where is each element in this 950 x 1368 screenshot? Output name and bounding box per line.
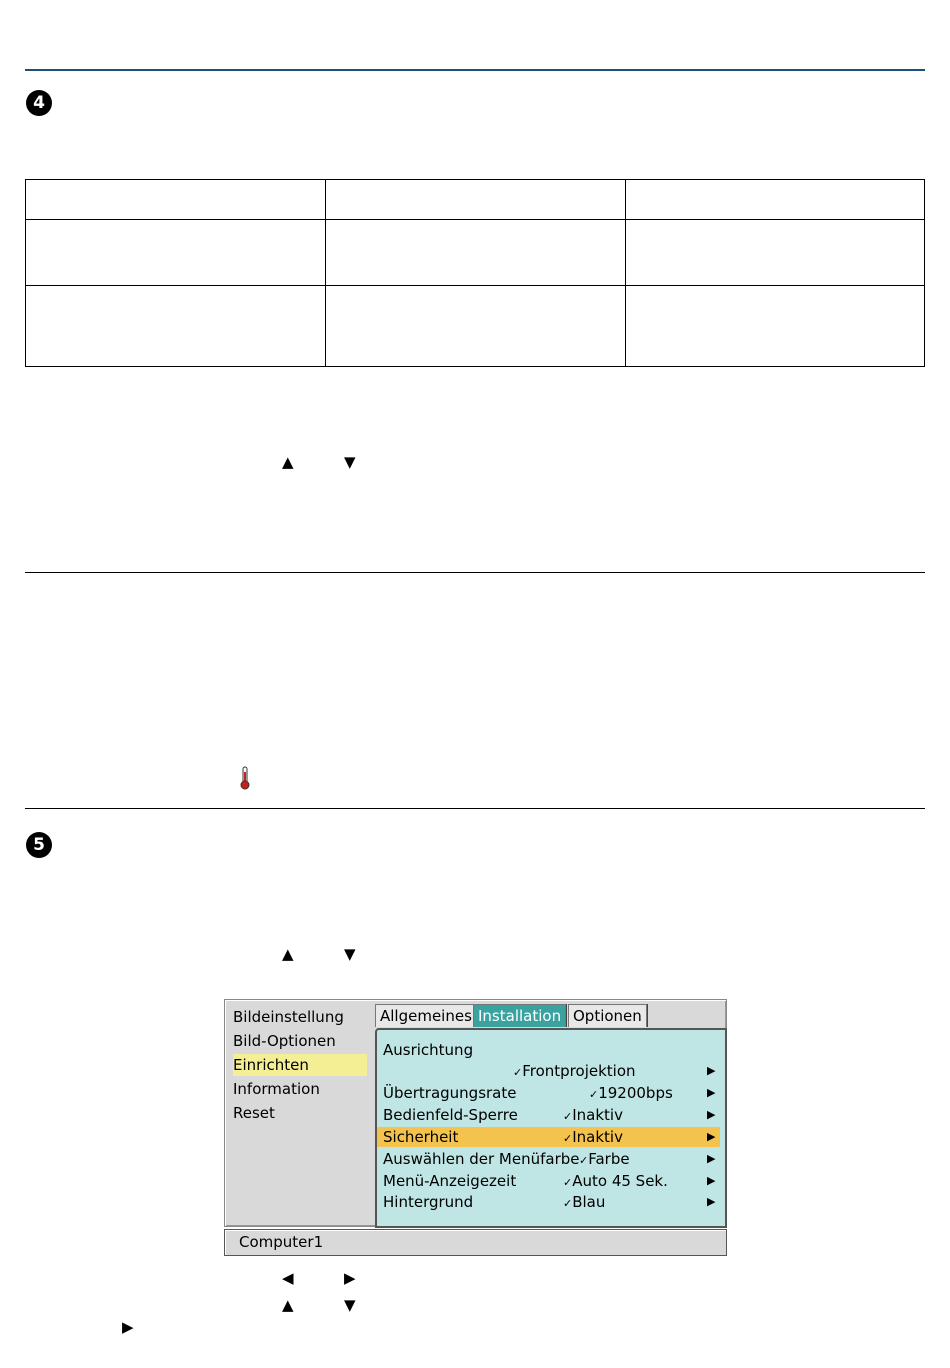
setting-label: Bedienfeld-Sperre (383, 1106, 518, 1124)
submenu-arrow-icon[interactable]: ▶ (707, 1152, 716, 1165)
down-arrow-icon: ▼ (344, 1296, 356, 1314)
up-arrow-icon: ▲ (282, 1296, 294, 1314)
setting-value (513, 1061, 636, 1083)
check-icon: ✓ (563, 1176, 573, 1189)
check-icon: ✓ (563, 1132, 573, 1145)
section-heading (377, 1040, 720, 1060)
thermometer-icon (240, 766, 250, 790)
setting-label: Übertragungsrate (383, 1084, 517, 1102)
source-label: Computer1 (239, 1233, 324, 1251)
table-cell (326, 180, 626, 220)
tab[interactable]: Installation (473, 1004, 566, 1027)
check-icon: ✓ (589, 1088, 599, 1101)
step-4-badge: 4 (26, 90, 52, 116)
table-cell (26, 180, 326, 220)
right-arrow-icon: ▶ (344, 1269, 356, 1287)
setting-value-text: Inaktiv (572, 1106, 623, 1124)
check-icon: ✓ (563, 1110, 573, 1123)
menu-item-label: Einrichten (233, 1056, 309, 1074)
setting-value (563, 1127, 623, 1149)
table-cell (626, 180, 925, 220)
divider (25, 572, 925, 573)
table-cell (26, 286, 326, 367)
setting-value (589, 1083, 673, 1105)
right-arrow-icon: ▶ (122, 1318, 134, 1336)
menu-item[interactable] (233, 1054, 367, 1076)
menu-item-label: Bild-Optionen (233, 1032, 336, 1050)
top-rule (25, 69, 925, 71)
submenu-arrow-icon[interactable]: ▶ (707, 1174, 716, 1187)
heading-label: Ausrichtung (383, 1041, 474, 1059)
setting-label: Menü-Anzeigezeit (383, 1172, 517, 1190)
step-5-badge: 5 (26, 832, 52, 858)
table-cell (326, 220, 626, 286)
menu-item-label: Bildeinstellung (233, 1008, 344, 1026)
table-row (26, 180, 925, 220)
setting-value (579, 1149, 630, 1171)
info-table (25, 179, 925, 367)
check-icon: ✓ (513, 1066, 523, 1079)
table-cell (626, 286, 925, 367)
table-cell (26, 220, 326, 286)
menu-frame (224, 999, 727, 1227)
check-icon: ✓ (563, 1197, 573, 1210)
menu-item[interactable] (233, 1006, 367, 1028)
submenu-arrow-icon[interactable]: ▶ (707, 1086, 716, 1099)
down-arrow-icon: ▼ (344, 453, 356, 471)
setting-row[interactable] (377, 1171, 720, 1191)
left-arrow-icon: ◀ (282, 1269, 294, 1287)
setting-value-text: Farbe (588, 1150, 630, 1168)
submenu-arrow-icon[interactable]: ▶ (707, 1108, 716, 1121)
setting-value (563, 1171, 668, 1193)
divider (25, 808, 925, 809)
setting-row[interactable] (377, 1083, 720, 1103)
table-cell (626, 220, 925, 286)
menu-item[interactable] (233, 1078, 367, 1100)
setting-value (563, 1192, 605, 1214)
submenu-arrow-icon[interactable]: ▶ (707, 1130, 716, 1143)
setting-label: Auswählen der Menüfarbe (383, 1150, 580, 1168)
setting-row[interactable] (377, 1127, 720, 1147)
menu-item[interactable] (233, 1102, 367, 1124)
down-arrow-icon: ▼ (344, 945, 356, 963)
up-arrow-icon: ▲ (282, 945, 294, 963)
tab[interactable]: Optionen (568, 1004, 647, 1027)
setting-row[interactable] (377, 1105, 720, 1125)
setting-row[interactable] (377, 1149, 720, 1169)
setting-label: Sicherheit (383, 1128, 459, 1146)
table-row (26, 286, 925, 367)
setting-row[interactable] (377, 1192, 720, 1212)
setting-label: Hintergrund (383, 1193, 474, 1211)
setting-value-text: 19200bps (598, 1084, 673, 1102)
setting-value-text: Blau (572, 1193, 606, 1211)
table-cell (326, 286, 626, 367)
submenu-arrow-icon[interactable]: ▶ (707, 1064, 716, 1077)
setting-value-text: Frontprojektion (522, 1062, 636, 1080)
onscreen-menu (224, 999, 727, 1257)
up-arrow-icon: ▲ (282, 453, 294, 471)
setting-row[interactable] (377, 1061, 720, 1081)
setting-value (563, 1105, 623, 1127)
status-bar (224, 1229, 727, 1256)
settings-panel (375, 1028, 727, 1228)
setting-value-text: Auto 45 Sek. (572, 1172, 668, 1190)
check-icon: ✓ (579, 1154, 589, 1167)
tab[interactable]: Allgemeines (375, 1004, 477, 1027)
table-row (26, 220, 925, 286)
submenu-arrow-icon[interactable]: ▶ (707, 1195, 716, 1208)
menu-item[interactable] (233, 1030, 367, 1052)
menu-item-label: Reset (233, 1104, 275, 1122)
setting-value-text: Inaktiv (572, 1128, 623, 1146)
menu-item-label: Information (233, 1080, 320, 1098)
